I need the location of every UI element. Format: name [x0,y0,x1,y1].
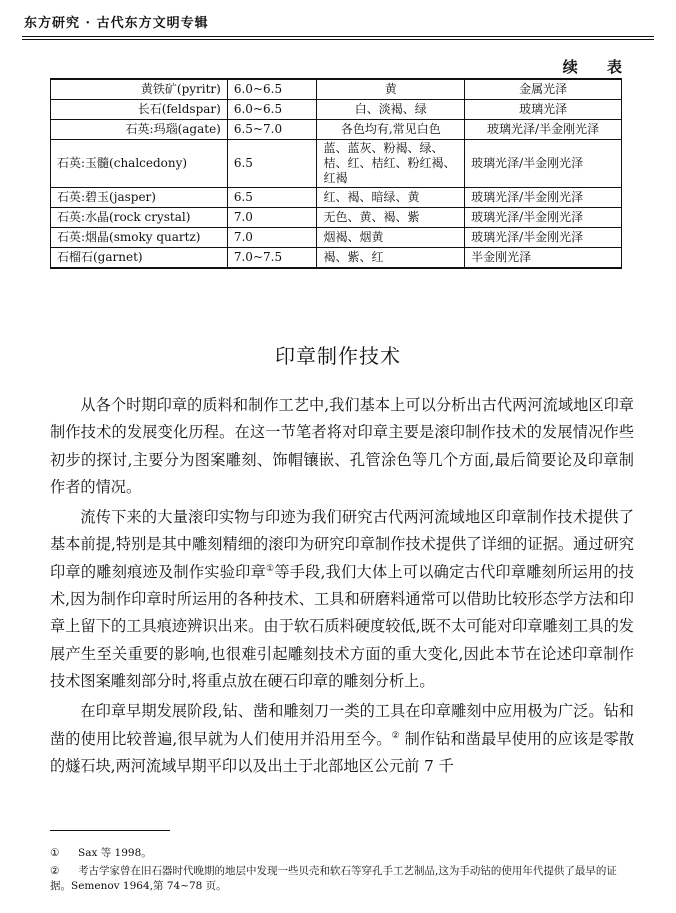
color-cell: 蓝、蓝灰、粉褐、绿、桔、红、桔红、粉红褐、红褐 [317,140,465,188]
color-cell: 黄 [317,79,465,100]
color-cell: 白、淡褐、绿 [317,100,465,120]
mineral-name-cell: 石英:玛瑙(agate) [51,120,228,140]
table-row [51,100,622,120]
table-continued-label: 续 表 [562,58,634,76]
header-rule [22,39,654,40]
mineral-table-body [51,79,622,268]
luster-cell: 金属光泽 [465,79,622,100]
table-row [51,228,622,248]
body-text [50,392,634,780]
mineral-name-cell: 黄铁矿(pyritr) [51,79,228,100]
color-cell: 褐、紫、红 [317,248,465,269]
section-title: 印章制作技术 [275,344,401,368]
hardness-cell: 6.5 [227,188,317,208]
footnote: ① Sax 等 1998。 [50,847,152,859]
mineral-name-cell: 石榴石(garnet) [51,248,228,269]
hardness-cell: 6.5~7.0 [227,120,317,140]
color-cell: 无色、黄、褐、紫 [317,208,465,228]
table-row [51,140,622,188]
paragraph: 流传下来的大量滚印实物与印迹为我们研究古代两河流域地区印章制作技术提供了基本前提,特别是其中雕刻精细的滚印为研究印章制作技术提供了详细的证据。通过研究印章的雕刻痕迹及制作实验印章①等手段,我们大体上可以确定古代印章雕刻所运用的技术,因为制作印章时所运用的各种技术、工具和研磨料通常可以借助比较形态学方法和印章上留下的工具痕迹辨识出来。由于软石质料硬度较低,既不太可能对印章雕刻工具的发展产生至关重要的影响,也很难引起雕刻技术方面的重大变化,因此本节在论述印章制作技术图案雕刻部分时,将重点放在硬石印章的雕刻分析上。 [50,508,634,690]
mineral-name-cell: 石英:烟晶(smoky quartz) [51,228,228,248]
mineral-name-cell: 石英:碧玉(jasper) [51,188,228,208]
header-rule [22,36,654,37]
footnote-rule [50,830,170,831]
luster-cell: 玻璃光泽/半金刚光泽 [465,188,622,208]
luster-cell: 玻璃光泽/半金刚光泽 [465,120,622,140]
footnote: ② 考古学家曾在旧石器时代晚期的地层中发现一些贝壳和软石等穿孔手工艺制品,这为手动钻的使用年代提供了最早的证据。Semenov 1964,第 74~78 页。 [50,865,617,892]
luster-cell: 玻璃光泽 [465,100,622,120]
luster-cell: 半金刚光泽 [465,248,622,269]
table-row [51,188,622,208]
mineral-name-cell: 长石(feldspar) [51,100,228,120]
footnote-ref[interactable]: ① [266,563,275,574]
luster-cell: 玻璃光泽/半金刚光泽 [465,208,622,228]
mineral-name-cell: 石英:水晶(rock crystal) [51,208,228,228]
luster-cell: 玻璃光泽/半金刚光泽 [465,140,622,188]
mineral-name-cell: 石英:玉髓(chalcedony) [51,140,228,188]
color-cell: 红、褐、暗绿、黄 [317,188,465,208]
footnote-ref[interactable]: ② [391,730,400,741]
mineral-table [50,78,622,269]
table-row [51,79,622,100]
paragraph: 从各个时期印章的质料和制作工艺中,我们基本上可以分析出古代两河流域地区印章制作技术的发展变化历程。在这一节笔者将对印章主要是滚印制作技术的发展情况作些初步的探讨,主要分为图案雕刻、饰帽镶嵌、孔管涂色等几个方面,最后简要论及印章制作者的情况。 [50,396,634,496]
hardness-cell: 7.0~7.5 [227,248,317,269]
table-row [51,208,622,228]
footnotes [50,846,634,897]
running-head: 东方研究 · 古代东方文明专辑 [24,16,209,31]
table-row [51,120,622,140]
hardness-cell: 7.0 [227,208,317,228]
hardness-cell: 7.0 [227,228,317,248]
hardness-cell: 6.5 [227,140,317,188]
table-row [51,248,622,269]
hardness-cell: 6.0~6.5 [227,79,317,100]
color-cell: 烟褐、烟黄 [317,228,465,248]
hardness-cell: 6.0~6.5 [227,100,317,120]
paragraph: 在印章早期发展阶段,钻、凿和雕刻刀一类的工具在印章雕刻中应用极为广泛。钻和凿的使用比较普遍,很早就为人们使用并沿用至今。② 制作钻和凿最早使用的应该是零散的燧石块,两河流域早期平印以及出土于北部地区公元前 7 千 [50,702,635,775]
luster-cell: 玻璃光泽/半金刚光泽 [465,228,622,248]
color-cell: 各色均有,常见白色 [317,120,465,140]
